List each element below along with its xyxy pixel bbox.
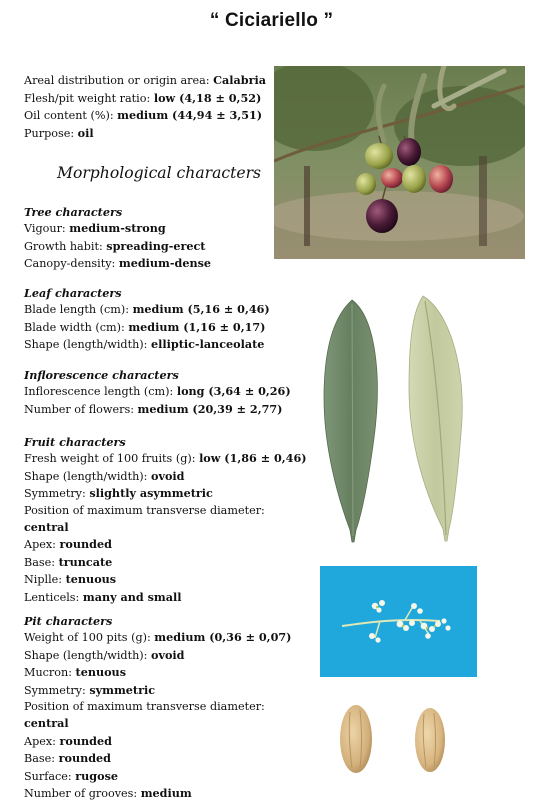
leaf-item bbox=[24, 319, 274, 336]
item-label: Niplle: bbox=[24, 573, 66, 587]
item-value: rounded bbox=[59, 537, 112, 552]
fruit-section bbox=[24, 434, 307, 606]
item-label: Weight of 100 pits (g): bbox=[24, 631, 155, 645]
item-label: Fresh weight of 100 fruits (g): bbox=[24, 452, 200, 466]
item-value: spreading-erect bbox=[106, 238, 206, 253]
item-value: rounded bbox=[59, 733, 112, 748]
pit-photo-left bbox=[338, 702, 374, 776]
item-value: medium-dense bbox=[118, 256, 212, 271]
item-value: ovoid bbox=[151, 468, 185, 483]
fruit-item bbox=[24, 468, 274, 485]
pit-item bbox=[24, 733, 274, 750]
item-label: Shape (length/width): bbox=[24, 338, 151, 352]
section-heading: Leaf characters bbox=[24, 286, 122, 300]
item-label: Blade width (cm): bbox=[24, 320, 129, 334]
item-label: Shape (length/width): bbox=[24, 469, 151, 483]
section-heading: Inflorescence characters bbox=[24, 368, 179, 382]
intro-label: Purpose: bbox=[24, 126, 78, 140]
section-heading: Fruit characters bbox=[24, 435, 126, 449]
tree-section bbox=[24, 204, 274, 273]
fruit-item bbox=[24, 536, 274, 553]
page-title: “ Ciciariello ” bbox=[209, 10, 334, 31]
intro-block bbox=[24, 72, 274, 142]
item-label: Position of maximum transverse diameter: bbox=[24, 700, 265, 714]
item-value: many and small bbox=[82, 589, 182, 604]
pit-section bbox=[24, 613, 292, 802]
intro-value: low (4,18 ± 0,52) bbox=[153, 90, 262, 105]
item-value: ovoid bbox=[151, 647, 185, 662]
pit-item bbox=[24, 750, 274, 767]
item-value: elliptic-lanceolate bbox=[151, 337, 265, 352]
pit-item bbox=[24, 647, 274, 664]
item-label: Shape (length/width): bbox=[24, 648, 151, 662]
pit-item bbox=[24, 682, 274, 699]
intro-label: Oil content (%): bbox=[24, 109, 118, 123]
item-value: medium (1,16 ± 0,17) bbox=[128, 319, 266, 334]
item-value: tenuous bbox=[75, 665, 126, 680]
item-value: medium (0,36 ± 0,07) bbox=[154, 630, 292, 645]
intro-item-oil bbox=[24, 107, 274, 125]
item-value: symmetric bbox=[89, 682, 156, 697]
item-value: slightly asymmetric bbox=[89, 486, 213, 501]
item-value: medium (5,16 ± 0,46) bbox=[132, 302, 270, 317]
intro-label: Flesh/pit weight ratio: bbox=[24, 91, 154, 105]
tree-item bbox=[24, 220, 274, 237]
fruit-item bbox=[24, 485, 274, 502]
fruit-item bbox=[24, 571, 274, 588]
item-label: Canopy-density: bbox=[24, 257, 119, 271]
item-label: Apex: bbox=[24, 538, 60, 552]
leaf-section bbox=[24, 285, 274, 354]
item-value: central bbox=[24, 520, 69, 535]
intro-value: oil bbox=[77, 125, 94, 140]
leaf-upper-photo bbox=[316, 298, 386, 544]
item-value: rounded bbox=[58, 751, 111, 766]
inflorescence-section bbox=[24, 367, 291, 418]
item-label: Mucron: bbox=[24, 666, 76, 680]
item-label: Blade length (cm): bbox=[24, 303, 133, 317]
tree-item bbox=[24, 255, 274, 272]
inflorescence-photo bbox=[320, 566, 477, 677]
item-value: rugose bbox=[75, 768, 118, 783]
pit-photo-right bbox=[413, 705, 447, 775]
intro-value: Calabria bbox=[213, 73, 267, 87]
intro-value: medium (44,94 ± 3,51) bbox=[117, 108, 263, 123]
item-label: Number of grooves: bbox=[24, 787, 141, 801]
pit-item bbox=[24, 699, 274, 733]
item-label: Number of flowers: bbox=[24, 402, 138, 416]
item-label: Growth habit: bbox=[24, 239, 107, 253]
item-label: Base: bbox=[24, 555, 59, 569]
fruit-item bbox=[24, 450, 307, 467]
leaf-item bbox=[24, 336, 274, 353]
leaf-lower-photo bbox=[403, 293, 471, 543]
section-heading: Pit characters bbox=[24, 614, 113, 628]
inflo-item bbox=[24, 401, 283, 418]
pit-item bbox=[24, 768, 274, 785]
item-label: Surface: bbox=[24, 769, 76, 783]
pit-item bbox=[24, 629, 292, 646]
pit-item bbox=[24, 785, 274, 802]
fruit-item bbox=[24, 503, 274, 537]
item-label: Inflorescence length (cm): bbox=[24, 385, 177, 399]
intro-item-origin bbox=[24, 72, 274, 90]
fruit-branch-photo bbox=[274, 66, 525, 259]
section-heading: Tree characters bbox=[24, 205, 123, 219]
item-value: tenuous bbox=[65, 572, 117, 587]
leaf-item bbox=[24, 301, 274, 318]
tree-item bbox=[24, 238, 274, 255]
item-label: Apex: bbox=[24, 734, 60, 748]
pit-item bbox=[24, 664, 274, 681]
item-label: Vigour: bbox=[24, 222, 70, 236]
fruit-item bbox=[24, 589, 274, 606]
item-label: Base: bbox=[24, 752, 59, 766]
item-value: low (1,86 ± 0,46) bbox=[199, 451, 307, 466]
item-value: medium-strong bbox=[69, 221, 166, 236]
item-label: Symmetry: bbox=[24, 683, 90, 697]
intro-label: Areal distribution or origin area: bbox=[24, 74, 214, 87]
intro-item-purpose bbox=[24, 125, 274, 143]
intro-item-ratio bbox=[24, 90, 274, 108]
item-label: Symmetry: bbox=[24, 487, 90, 501]
item-value: medium (20,39 ± 2,77) bbox=[137, 401, 283, 416]
item-label: Lenticels: bbox=[24, 590, 83, 604]
morph-heading: Morphological characters bbox=[57, 164, 262, 182]
inflo-item bbox=[24, 383, 291, 400]
item-value: long (3,64 ± 0,26) bbox=[176, 384, 291, 399]
item-label: Position of maximum transverse diameter: bbox=[24, 503, 265, 517]
item-value: medium bbox=[140, 786, 192, 801]
item-value: truncate bbox=[58, 554, 113, 569]
item-value: central bbox=[24, 716, 69, 731]
fruit-item bbox=[24, 554, 274, 571]
